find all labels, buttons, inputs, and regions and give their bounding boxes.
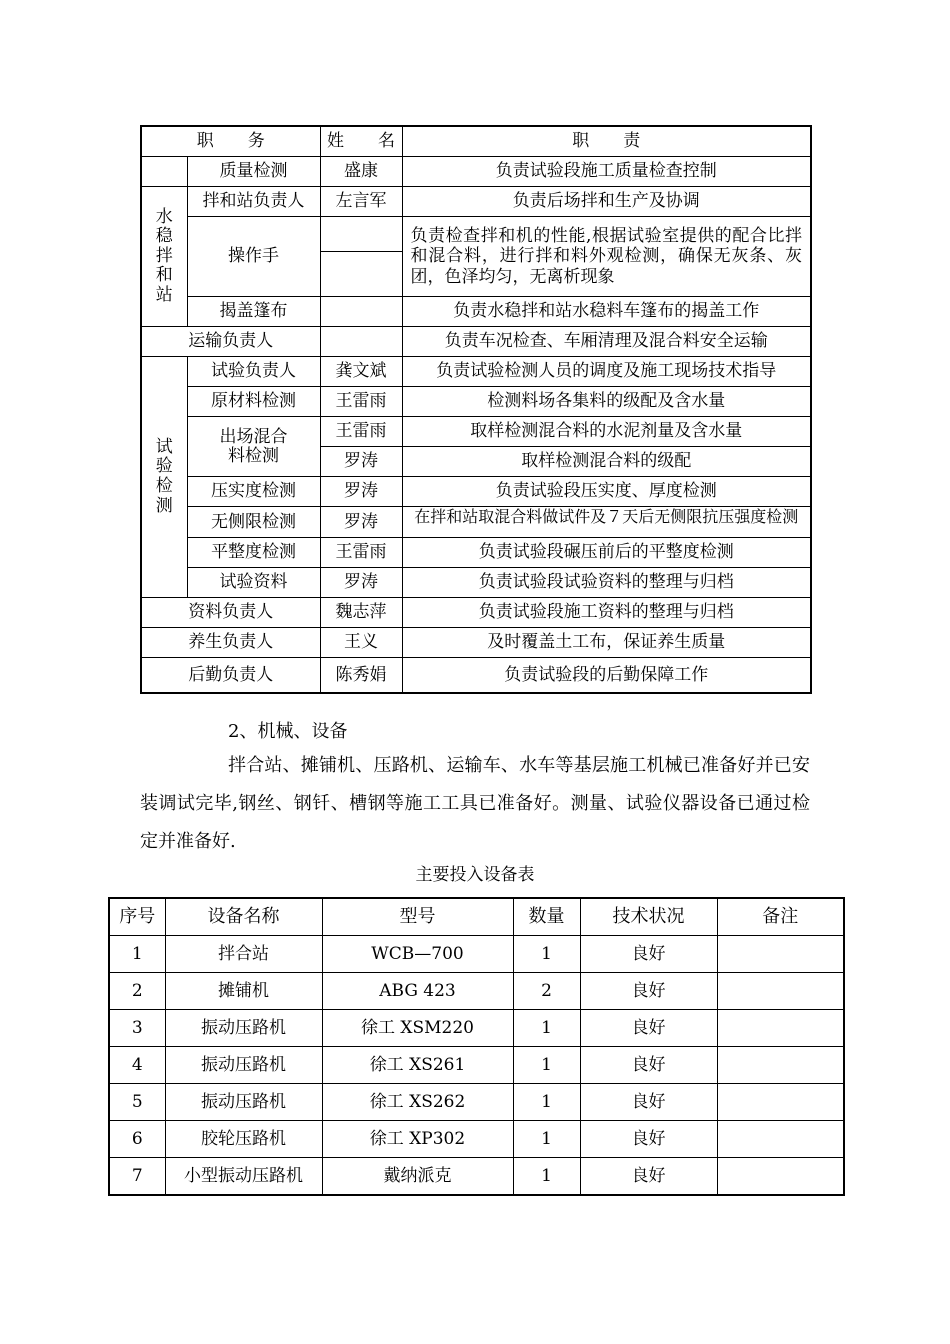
- equipment-name-cell: 振动压路机: [165, 1010, 322, 1047]
- name-cell: 罗涛: [320, 447, 402, 477]
- header-quantity: 数量: [513, 898, 580, 936]
- duty-cell: 检测料场各集料的级配及含水量: [402, 387, 811, 417]
- section-paragraph: 拌合站、摊铺机、压路机、运输车、水车等基层施工机械已准备好并已安装调试完毕,钢丝、钢钎、槽钢等施工工具已准备好。测量、试验仪器设备已通过检定并准备好.: [140, 755, 810, 852]
- index-cell: 6: [109, 1121, 165, 1158]
- group-cell: [141, 187, 187, 327]
- quantity-cell: 1: [513, 936, 580, 973]
- condition-cell: 良好: [580, 973, 717, 1010]
- condition-cell: 良好: [580, 1158, 717, 1196]
- role-cell: 平整度检测: [187, 538, 320, 568]
- duty-cell: 负责试验检测人员的调度及施工现场技术指导: [402, 357, 811, 387]
- table-row: [141, 568, 811, 598]
- group-label: 试验检测: [155, 436, 173, 516]
- duty-cell: 负责后场拌和生产及协调: [402, 187, 811, 217]
- table-row: [109, 1158, 844, 1196]
- table-row: [141, 187, 811, 217]
- equipment-name-cell: 小型振动压路机: [165, 1158, 322, 1196]
- name-cell: 王雷雨: [320, 538, 402, 568]
- table-row: [141, 658, 811, 694]
- group-cell: [141, 357, 187, 598]
- role-label: 出场混合料检测: [219, 426, 288, 466]
- name-cell: 罗涛: [320, 568, 402, 598]
- equipment-name-cell: 摊铺机: [165, 973, 322, 1010]
- index-cell: 5: [109, 1084, 165, 1121]
- duty-cell: 负责试验段试验资料的整理与归档: [402, 568, 811, 598]
- role-cell: 养生负责人: [141, 628, 320, 658]
- header-index: 序号: [109, 898, 165, 936]
- equipment-name-cell: 振动压路机: [165, 1084, 322, 1121]
- header-condition: 技术状况: [580, 898, 717, 936]
- equipment-table: [108, 897, 845, 1196]
- name-cell: 王雷雨: [320, 387, 402, 417]
- remarks-cell: [717, 1047, 844, 1084]
- role-cell: 操作手: [187, 217, 320, 297]
- table-header-row: [141, 126, 811, 157]
- role-cell: 质量检测: [187, 157, 320, 187]
- table-row: [141, 357, 811, 387]
- header-remarks: 备注: [717, 898, 844, 936]
- duty-cell: [402, 507, 811, 538]
- model-cell: WCB—700: [322, 936, 513, 973]
- quantity-cell: 2: [513, 973, 580, 1010]
- staff-table: [140, 125, 812, 694]
- duty-cell: 负责车况检查、车厢清理及混合料安全运输: [402, 327, 811, 357]
- role-cell: 揭盖篷布: [187, 297, 320, 327]
- quantity-cell: 1: [513, 1084, 580, 1121]
- duty-cell: 负责检查拌和机的性能,根据试验室提供的配合比拌和混合料，进行拌和料外观检测，确保无灰条、灰团，色泽均匀，无离析现象: [402, 217, 811, 297]
- remarks-cell: [717, 936, 844, 973]
- table-row: [109, 1084, 844, 1121]
- condition-cell: 良好: [580, 1121, 717, 1158]
- table-row: [141, 628, 811, 658]
- name-cell: [320, 327, 402, 357]
- name-cell: 魏志萍: [320, 598, 402, 628]
- header-equipment-name: 设备名称: [165, 898, 322, 936]
- header-duty: 职 责: [402, 126, 811, 157]
- quantity-cell: 1: [513, 1010, 580, 1047]
- remarks-cell: [717, 1084, 844, 1121]
- role-cell: 后勤负责人: [141, 658, 320, 694]
- table-row: [141, 327, 811, 357]
- duty-cell: 负责试验段碾压前后的平整度检测: [402, 538, 811, 568]
- name-cell: 王义: [320, 628, 402, 658]
- model-cell: 徐工 XS261: [322, 1047, 513, 1084]
- model-cell: 徐工 XSM220: [322, 1010, 513, 1047]
- equipment-table-title: 主要投入设备表: [415, 865, 535, 885]
- table-row: [141, 417, 811, 447]
- role-cell: 资料负责人: [141, 598, 320, 628]
- model-cell: 徐工 XS262: [322, 1084, 513, 1121]
- equipment-name-cell: 振动压路机: [165, 1047, 322, 1084]
- table-row: [141, 598, 811, 628]
- duty-cell: 负责试验段施工质量检查控制: [402, 157, 811, 187]
- table-row: [141, 217, 811, 252]
- table-row: [109, 973, 844, 1010]
- role-cell: 拌和站负责人: [187, 187, 320, 217]
- table-row: [109, 1010, 844, 1047]
- duty-cell: 负责水稳拌和站水稳料车篷布的揭盖工作: [402, 297, 811, 327]
- model-cell: ABG 423: [322, 973, 513, 1010]
- remarks-cell: [717, 1010, 844, 1047]
- duty-cell: 负责试验段施工资料的整理与归档: [402, 598, 811, 628]
- header-name: 姓 名: [320, 126, 402, 157]
- index-cell: 7: [109, 1158, 165, 1196]
- index-cell: 2: [109, 973, 165, 1010]
- index-cell: 3: [109, 1010, 165, 1047]
- role-cell: 原材料检测: [187, 387, 320, 417]
- table-row: [141, 297, 811, 327]
- quantity-cell: 1: [513, 1158, 580, 1196]
- condition-cell: 良好: [580, 1010, 717, 1047]
- role-cell: 压实度检测: [187, 477, 320, 507]
- condition-cell: 良好: [580, 1084, 717, 1121]
- name-cell: 陈秀娟: [320, 658, 402, 694]
- name-cell: 龚文斌: [320, 357, 402, 387]
- name-cell: 罗涛: [320, 507, 402, 538]
- name-cell: [320, 252, 402, 297]
- condition-cell: 良好: [580, 1047, 717, 1084]
- section-heading: 2、机械、设备: [228, 721, 348, 742]
- equipment-name-cell: 胶轮压路机: [165, 1121, 322, 1158]
- name-cell: [320, 297, 402, 327]
- role-cell: [187, 417, 320, 477]
- equipment-name-cell: 拌合站: [165, 936, 322, 973]
- role-cell: 试验资料: [187, 568, 320, 598]
- table-row: [141, 507, 811, 538]
- duty-cell: 及时覆盖土工布，保证养生质量: [402, 628, 811, 658]
- table-row: [109, 1121, 844, 1158]
- header-model: 型号: [322, 898, 513, 936]
- duty-text: 在拌和站取混合料做试件及７天后无侧限抗压强度检测: [414, 507, 799, 526]
- remarks-cell: [717, 973, 844, 1010]
- group-label: 水稳拌和站: [155, 206, 173, 305]
- index-cell: 4: [109, 1047, 165, 1084]
- quantity-cell: 1: [513, 1047, 580, 1084]
- remarks-cell: [717, 1121, 844, 1158]
- duty-cell: 取样检测混合料的水泥剂量及含水量: [402, 417, 811, 447]
- model-cell: 戴纳派克: [322, 1158, 513, 1196]
- model-cell: 徐工 XP302: [322, 1121, 513, 1158]
- index-cell: 1: [109, 936, 165, 973]
- table-row: [109, 1047, 844, 1084]
- table-row: [109, 936, 844, 973]
- name-cell: 左言军: [320, 187, 402, 217]
- role-cell: 运输负责人: [141, 327, 320, 357]
- duty-cell: 负责试验段压实度、厚度检测: [402, 477, 811, 507]
- role-cell: 无侧限检测: [187, 507, 320, 538]
- role-cell: 试验负责人: [187, 357, 320, 387]
- name-cell: 王雷雨: [320, 417, 402, 447]
- table-row: [141, 477, 811, 507]
- header-role: 职 务: [141, 126, 320, 157]
- name-cell: 盛康: [320, 157, 402, 187]
- table-row: [141, 157, 811, 187]
- name-cell: 罗涛: [320, 477, 402, 507]
- table-header-row: [109, 898, 844, 936]
- duty-cell: 取样检测混合料的级配: [402, 447, 811, 477]
- remarks-cell: [717, 1158, 844, 1196]
- table-row: [141, 387, 811, 417]
- duty-cell: 负责试验段的后勤保障工作: [402, 658, 811, 694]
- condition-cell: 良好: [580, 936, 717, 973]
- quantity-cell: 1: [513, 1121, 580, 1158]
- equipment-table-body: [109, 936, 844, 1196]
- table-row: [141, 538, 811, 568]
- name-cell: [320, 217, 402, 252]
